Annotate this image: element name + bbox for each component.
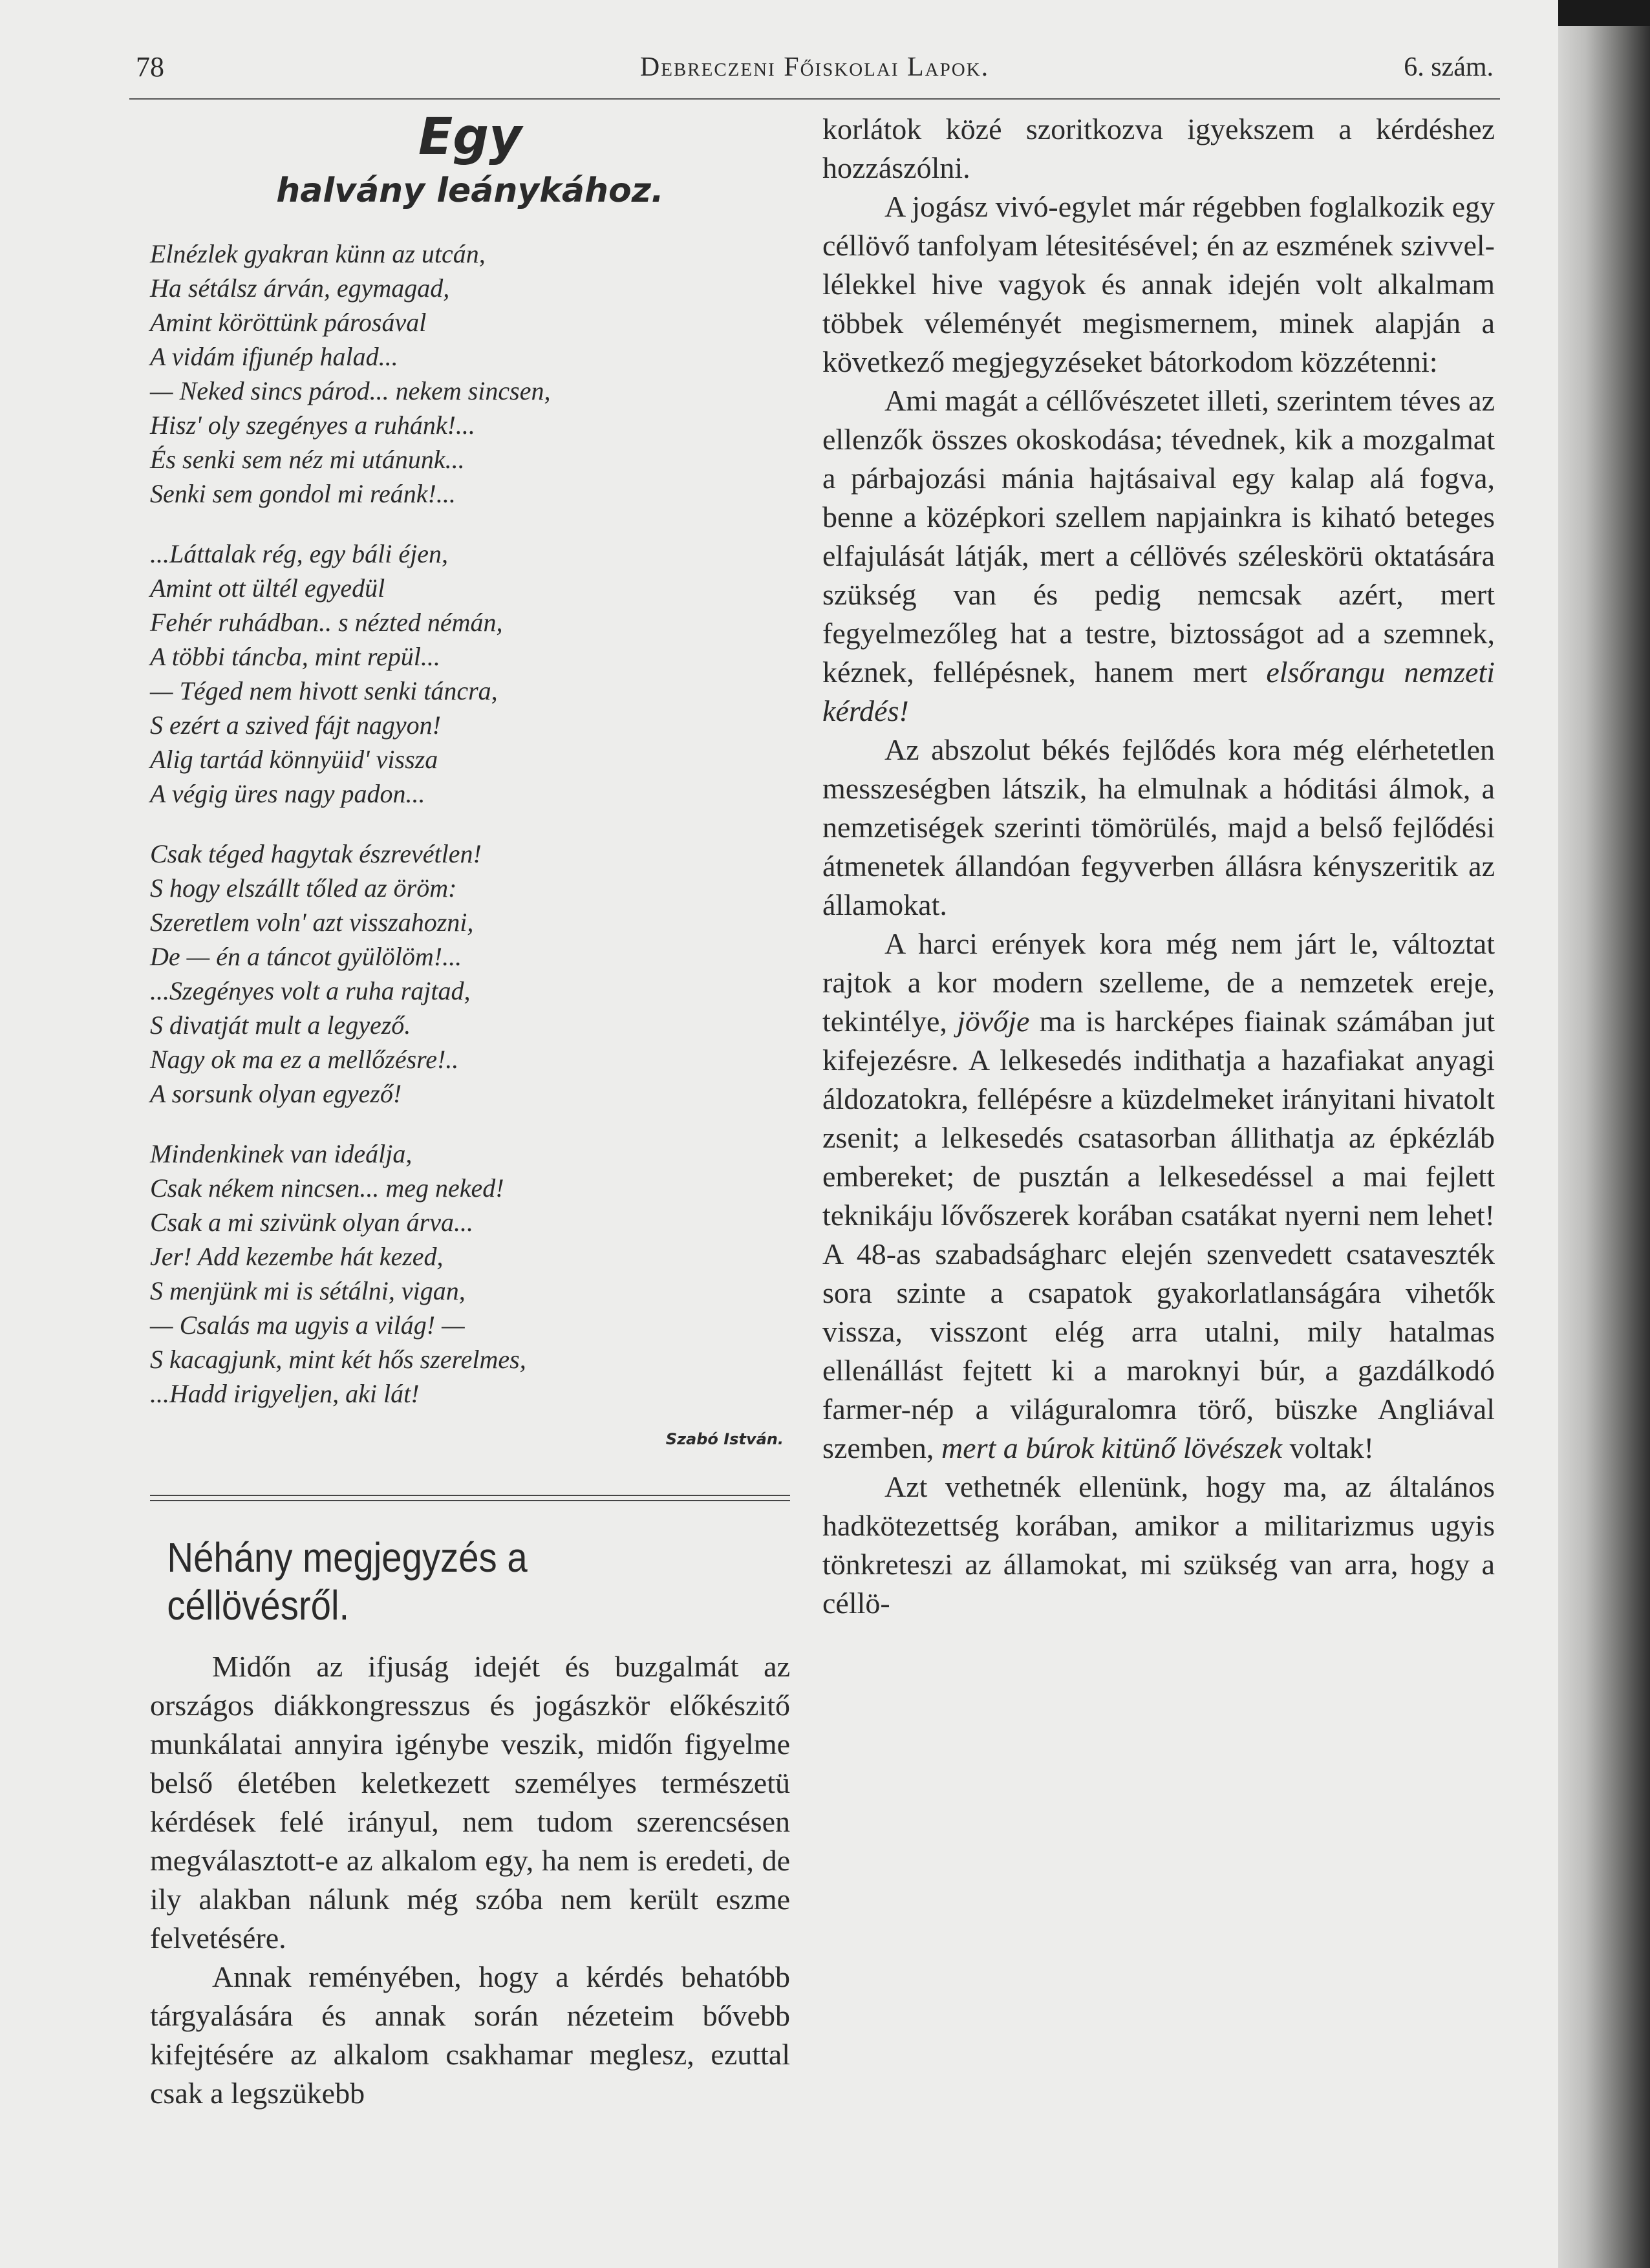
poem-stanza [150, 537, 790, 811]
left-column [150, 110, 790, 2113]
poem-stanza [150, 1137, 790, 1411]
paragraph-text: Ami magát a céllővészetet illeti, szerintem téves az ellenzők összes okoskodása; tévednek, kik a mozgalmat a párbajozási mánia hajtásaival egy kalap alá fogva, benne a középkori szellem napjainkra is kiható beteges elfajulását látják, mert a céllövés széleskörü oktatására szükség van és pedig nemcsak azért, mert fegyelmezőleg hat a testre, biztosságot ad a szemnek, kéznek, fellépésnek, hanem mert [822, 384, 1495, 689]
poem-line: A vidám ifjunép halad... [150, 342, 398, 372]
poem-line: Szeretlem voln' azt visszahozni, [150, 908, 474, 937]
article-paragraph [822, 381, 1495, 731]
paragraph-text: A harci erények kora még nem járt le, változtat rajtok a kor modern szelleme, de a nemzetek ereje, tekintélye, [822, 927, 1495, 1038]
poem-line: Csak téged hagytak észrevétlen! [150, 839, 482, 869]
article-title: Néhány megjegyzés a céllövésről. [167, 1534, 528, 1629]
poem-line: Amint ott ültél egyedül [150, 573, 385, 603]
poem-line: Mindenkinek van ideálja, [150, 1139, 412, 1169]
issue-number: 6. szám. [1404, 52, 1494, 82]
poem-line: ...Hadd irigyeljen, aki lát! [150, 1379, 420, 1409]
right-column [822, 110, 1495, 1623]
poem-line: És senki sem néz mi utánunk... [150, 445, 465, 475]
poem-line: S hogy elszállt tőled az öröm: [150, 873, 457, 903]
poem-line: ...Láttalak rég, egy báli éjen, [150, 539, 449, 569]
poem-subtitle: halvány leánykához. [276, 171, 664, 210]
poem-line: Csak a mi szivünk olyan árva... [150, 1208, 473, 1237]
page-header [129, 47, 1500, 100]
page-number: 78 [136, 51, 164, 83]
article-paragraph: Midőn az ifjuság idejét és buzgalmát az országos diákkongresszus és jogászkör előkészitő munkálatai annyira igénybe veszik, midőn figyelme belső életében keletkezett személyes természetü kérdések felé irányul, nem tudom szerencsésen megválasztott-e az alkalom egy, ha nem is eredeti, de ily alakban nálunk még szóba nem került eszme felvetésére. [150, 1650, 790, 1955]
poem-line: S menjünk mi is sétálni, vigan, [150, 1276, 466, 1306]
article-paragraph: A jogász vivó-egylet már régebben foglalkozik egy céllövő tanfolyam létesitésével; én az eszmének szivvel-lélekkel hive vagyok és annak idején volt alkalmam többek véleményét megismernem, minek alapján a következő megjegyzéseket bátorkodom közzétenni: [822, 190, 1495, 378]
emphasized-text: jövője [957, 1005, 1030, 1038]
poem-title: Egy [418, 108, 522, 166]
poem-line: Fehér ruhádban.. s nézted némán, [150, 608, 503, 637]
article-paragraph [822, 925, 1495, 1468]
poem-line: A végig üres nagy padon... [150, 779, 425, 809]
poem-line: S ezért a szived fájt nagyon! [150, 711, 441, 740]
poem-line: Elnézlek gyakran künn az utcán, [150, 239, 486, 269]
journal-title: Debreczeni Főiskolai Lapok. [639, 52, 990, 82]
poem-stanza [150, 237, 790, 511]
poem-line: Amint köröttünk párosával [150, 308, 427, 337]
article-paragraph: Az abszolut békés fejlődés kora még elérhetetlen messzeségben látszik, ha elmulnak a hóditási álmok, a nemzetiségek szerinti tömörülés, majd a belső fejlődési átmenetek állandóan fegyverben állásra kényszeritik az államokat. [822, 733, 1495, 921]
poem-line: ...Szegényes volt a ruha rajtad, [150, 976, 471, 1006]
poem-line: S kacagjunk, mint két hős szerelmes, [150, 1345, 526, 1375]
poem-line: Senki sem gondol mi reánk!... [150, 479, 456, 509]
article-paragraph: Azt vethetnék ellenünk, hogy ma, az általános hadkötezettség korában, amikor a militarizmus ugyis tönkreteszi az államokat, mi szükség van arra, hogy a céllö- [822, 1470, 1495, 1620]
article-paragraph: korlátok közé szoritkozva igyekszem a kérdéshez hozzászólni. [822, 112, 1495, 184]
poem-stanza [150, 837, 790, 1111]
emphasized-text: elsőrangu nemzeti kérdés! [822, 656, 1495, 727]
poem-line: — Csalás ma ugyis a világ! — [150, 1311, 465, 1340]
poem-line: Ha sétálsz árván, egymagad, [150, 273, 450, 303]
poem-line: Alig tartád könnyüid' vissza [150, 745, 438, 775]
paragraph-text: voltak! [1282, 1431, 1374, 1464]
double-rule-divider [150, 1495, 790, 1501]
poem-author: Szabó István. [665, 1430, 784, 1449]
poem-line: Hisz' oly szegényes a ruhánk!... [150, 411, 475, 440]
poem-line: Jer! Add kezembe hát kezed, [150, 1242, 444, 1272]
book-spine-top [1558, 0, 1650, 26]
poem-line: De — én a táncot gyülölöm!... [150, 942, 462, 972]
book-spine-shadow [1558, 0, 1650, 2268]
poem-line: Csak nékem nincsen... meg neked! [150, 1173, 504, 1203]
poem-line: A többi táncba, mint repül... [150, 642, 440, 672]
emphasized-text: mert a búrok kitünő lövészek [941, 1431, 1283, 1464]
poem-line: A sorsunk olyan egyező! [150, 1079, 402, 1109]
article-paragraph: Annak reményében, hogy a kérdés behatóbb tárgyalására és annak során nézeteim bővebb kifejtésére az alkalom csakhamar meglesz, ezuttal csak a legszükebb [150, 1960, 790, 2110]
poem-line: S divatját mult a legyező. [150, 1011, 411, 1040]
poem-line: Nagy ok ma ez a mellőzésre!.. [150, 1045, 459, 1075]
poem-line: — Téged nem hivott senki táncra, [150, 676, 498, 706]
paragraph-text: ma is harcképes fiainak számában jut kifejezésre. A lelkesedés indithatja a hazafiakat anyagi áldozatokra, fellépésre a küzdelmeket irányitani hivatolt zsenit; a lelkesedés csatasorban állithatja az épkézláb embereket; de pusztán a lelkesedéssel a mai fejlett teknikáju lővőszerek korában csatákat nyerni nem lehet! A 48-as szabadságharc elején szenvedett csataveszték sora szinte a csapatok gyakorlatlanságára vihetők vissza, visszont elég arra utalni, mily hatalmas ellenállást fejtett ki a maroknyi búr, a gazdálkodó farmer-nép a világuralomra törő, büszke Angliával szemben, [822, 1005, 1495, 1464]
poem-line: — Neked sincs párod... nekem sincsen, [150, 376, 551, 406]
